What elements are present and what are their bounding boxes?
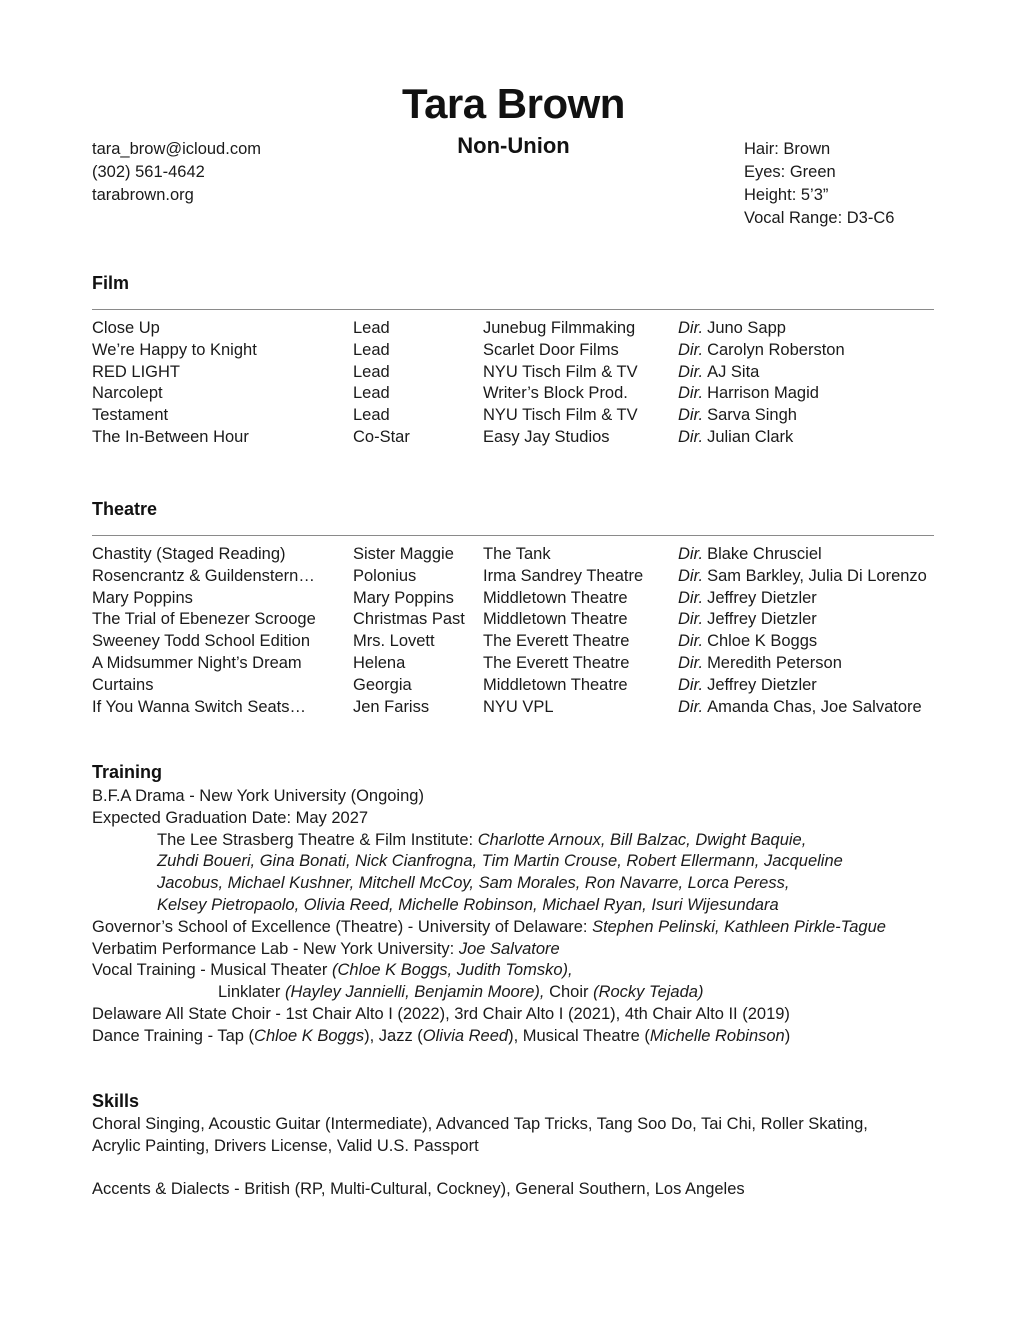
credit-director <box>678 697 922 719</box>
credit-company: Writer’s Block Prod. <box>483 384 628 403</box>
credit-director <box>678 362 759 384</box>
credit-director <box>678 383 819 405</box>
theatre-divider <box>92 535 934 536</box>
credit-company: NYU Tisch Film & TV <box>483 406 638 425</box>
credit-title: We’re Happy to Knight <box>92 340 257 359</box>
vocal-label: Vocal Training - Musical Theater <box>92 961 332 980</box>
credit-director <box>678 405 797 427</box>
governors-label: Governor’s School of Excellence (Theatre) - University of Delaware: <box>92 917 593 936</box>
strasberg-teachers-4: Kelsey Pietropaolo, Olivia Reed, Michelle Robinson, Michael Ryan, Isuri Wijesundara <box>157 895 779 914</box>
director-name: Carolyn Roberston <box>707 340 845 359</box>
choir-teacher: (Rocky Tejada) <box>593 983 704 1002</box>
credit-role: Lead <box>353 406 390 425</box>
director-name: Meredith Peterson <box>707 653 842 672</box>
website-link[interactable]: tarabrown.org <box>92 186 194 204</box>
credit-director <box>678 631 817 653</box>
strasberg-teachers-2: Zuhdi Boueri, Gina Bonati, Nick Cianfrogna, Tim Martin Crouse, Robert Ellermann, Jacqueline <box>157 852 843 871</box>
physical-stats <box>744 138 894 230</box>
credit-role: Sister Maggie <box>353 545 454 563</box>
credit-company: Middletown Theatre <box>483 588 628 607</box>
dance-jazz-label: ), Jazz ( <box>364 1026 423 1045</box>
director-label: Dir. <box>678 588 704 607</box>
director-name: Jeffrey Dietzler <box>707 610 817 629</box>
director-name: Julian Clark <box>707 427 794 446</box>
dance-tap-teacher: Chloe K Boggs <box>254 1026 365 1045</box>
credit-role: Lead <box>353 362 390 381</box>
skills-heading: Skills <box>92 1091 140 1111</box>
skills-line-1: Choral Singing, Acoustic Guitar (Intermediate), Advanced Tap Tricks, Tang Soo Do, Tai Chi, Roller Skating, <box>92 1115 868 1133</box>
strasberg-line <box>92 830 962 852</box>
director-name: Harrison Magid <box>707 384 819 403</box>
linklater-label: Linklater <box>218 983 285 1002</box>
credit-company: Irma Sandrey Theatre <box>483 566 644 585</box>
credit-director <box>678 566 927 588</box>
credit-title: If You Wanna Switch Seats… <box>92 697 307 716</box>
director-name: Juno Sapp <box>707 319 786 337</box>
training-heading: Training <box>92 762 163 782</box>
verbatim-line <box>92 939 962 961</box>
director-label: Dir. <box>678 566 704 585</box>
director-name: Chloe K Boggs <box>707 632 818 651</box>
dance-label: Dance Training - Tap ( <box>92 1026 255 1045</box>
credit-director <box>678 427 793 449</box>
credit-title: RED LIGHT <box>92 362 181 381</box>
credit-company: Middletown Theatre <box>483 675 628 694</box>
strasberg-teachers-1: Charlotte Arnoux, Bill Balzac, Dwight Baquie, <box>477 830 807 849</box>
theatre-heading: Theatre <box>92 499 158 519</box>
credit-role: Polonius <box>353 566 417 585</box>
linklater-teachers: (Hayley Jannielli, Benjamin Moore), <box>284 983 545 1002</box>
skills-line-2: Acrylic Painting, Drivers License, Valid U.S. Passport <box>92 1136 479 1155</box>
email[interactable]: tara_brow@icloud.com <box>92 140 261 158</box>
dance-line <box>92 1026 962 1048</box>
dance-mt-label: ), Musical Theatre ( <box>508 1026 650 1045</box>
director-label: Dir. <box>678 675 704 694</box>
credit-role: Mrs. Lovett <box>353 632 435 651</box>
training-list <box>92 786 962 1048</box>
vocal-mt-teachers: (Chloe K Boggs, Judith Tomsko), <box>331 961 573 980</box>
credit-title: Curtains <box>92 675 154 694</box>
hair: Hair: Brown <box>744 140 831 158</box>
eyes: Eyes: Green <box>744 163 836 181</box>
credit-role: Mary Poppins <box>353 588 454 607</box>
credit-title: Mary Poppins <box>92 588 193 607</box>
all-state-line: Delaware All State Choir - 1st Chair Alto I (2022), 3rd Chair Alto I (2021), 4th Chair Alto II (2019) <box>92 1004 790 1023</box>
contact-info <box>92 138 261 207</box>
credit-title: Sweeney Todd School Edition <box>92 632 311 651</box>
skills-spacer <box>92 1158 962 1180</box>
credit-company: The Everett Theatre <box>483 632 630 651</box>
height: Height: 5’3” <box>744 186 829 204</box>
choir-label: Choir <box>544 983 594 1002</box>
director-name: Jeffrey Dietzler <box>707 675 817 694</box>
credit-company: Middletown Theatre <box>483 610 628 629</box>
credit-company: NYU VPL <box>483 697 554 716</box>
director-name: Sam Barkley, Julia Di Lorenzo <box>707 566 927 585</box>
dance-jazz-teacher: Olivia Reed <box>422 1026 509 1045</box>
credit-role: Lead <box>353 384 390 403</box>
film-heading: Film <box>92 273 130 293</box>
phone: (302) 561-4642 <box>92 163 205 181</box>
credit-role: Georgia <box>353 675 412 694</box>
film-divider <box>92 309 934 310</box>
credit-title: The Trial of Ebenezer Scrooge <box>92 610 316 629</box>
dance-mt-teacher: Michelle Robinson <box>649 1026 785 1045</box>
credit-role: Christmas Past <box>353 610 465 629</box>
vocal-range: Vocal Range: D3-C6 <box>744 209 895 227</box>
credit-role: Helena <box>353 653 406 672</box>
director-label: Dir. <box>678 319 704 337</box>
director-label: Dir. <box>678 653 704 672</box>
credit-director <box>678 588 817 610</box>
director-label: Dir. <box>678 632 704 651</box>
vocal-line-2 <box>92 982 962 1004</box>
credit-title: The In-Between Hour <box>92 427 249 446</box>
director-label: Dir. <box>678 384 704 403</box>
credit-title: Chastity (Staged Reading) <box>92 545 286 563</box>
director-name: AJ Sita <box>707 362 760 381</box>
graduation-line: Expected Graduation Date: May 2027 <box>92 808 369 827</box>
credit-company: NYU Tisch Film & TV <box>483 362 638 381</box>
credit-director <box>678 609 817 631</box>
credit-title: A Midsummer Night’s Dream <box>92 653 302 672</box>
credit-title: Rosencrantz & Guildenstern… <box>92 566 315 585</box>
credit-title: Narcolept <box>92 384 163 403</box>
credit-role: Lead <box>353 340 390 359</box>
credit-company: The Everett Theatre <box>483 653 630 672</box>
credit-title: Testament <box>92 406 169 425</box>
director-label: Dir. <box>678 697 704 716</box>
credit-director <box>678 544 822 566</box>
credit-role: Jen Fariss <box>353 697 430 716</box>
director-name: Sarva Singh <box>707 406 797 425</box>
credit-director <box>678 318 786 340</box>
credit-company: The Tank <box>483 545 551 563</box>
credit-role: Lead <box>353 319 390 337</box>
credit-director <box>678 675 817 697</box>
verbatim-teacher: Joe Salvatore <box>458 939 560 958</box>
credit-company: Scarlet Door Films <box>483 340 619 359</box>
director-label: Dir. <box>678 406 704 425</box>
governors-teachers: Stephen Pelinski, Kathleen Pirkle-Tague <box>592 917 886 936</box>
director-label: Dir. <box>678 427 704 446</box>
credit-director <box>678 653 842 675</box>
dance-end: ) <box>784 1026 791 1045</box>
governors-line <box>92 917 962 939</box>
vocal-line <box>92 960 962 982</box>
strasberg-label: The Lee Strasberg Theatre & Film Institute: <box>157 830 478 849</box>
credit-company: Easy Jay Studios <box>483 427 610 446</box>
strasberg-teachers-3: Jacobus, Michael Kushner, Mitchell McCoy, Sam Morales, Ron Navarre, Lorca Peress, <box>157 874 790 893</box>
director-label: Dir. <box>678 340 704 359</box>
skills-list <box>92 1114 962 1201</box>
director-name: Amanda Chas, Joe Salvatore <box>707 697 922 716</box>
director-label: Dir. <box>678 545 704 563</box>
bfa-line: B.F.A Drama - New York University (Ongoing) <box>92 787 424 805</box>
verbatim-label: Verbatim Performance Lab - New York University: <box>92 939 459 958</box>
director-name: Blake Chrusciel <box>707 545 822 563</box>
accents-line: Accents & Dialects - British (RP, Multi-Cultural, Cockney), General Southern, Los Angeles <box>92 1180 745 1199</box>
director-label: Dir. <box>678 610 704 629</box>
credit-director <box>678 340 845 362</box>
director-name: Jeffrey Dietzler <box>707 588 817 607</box>
director-label: Dir. <box>678 362 704 381</box>
credit-role: Co-Star <box>353 427 410 446</box>
actor-name: Tara Brown <box>402 80 625 127</box>
credit-title: Close Up <box>92 319 160 337</box>
union-status: Non-Union <box>457 133 570 158</box>
credit-company: Junebug Filmmaking <box>483 319 636 337</box>
